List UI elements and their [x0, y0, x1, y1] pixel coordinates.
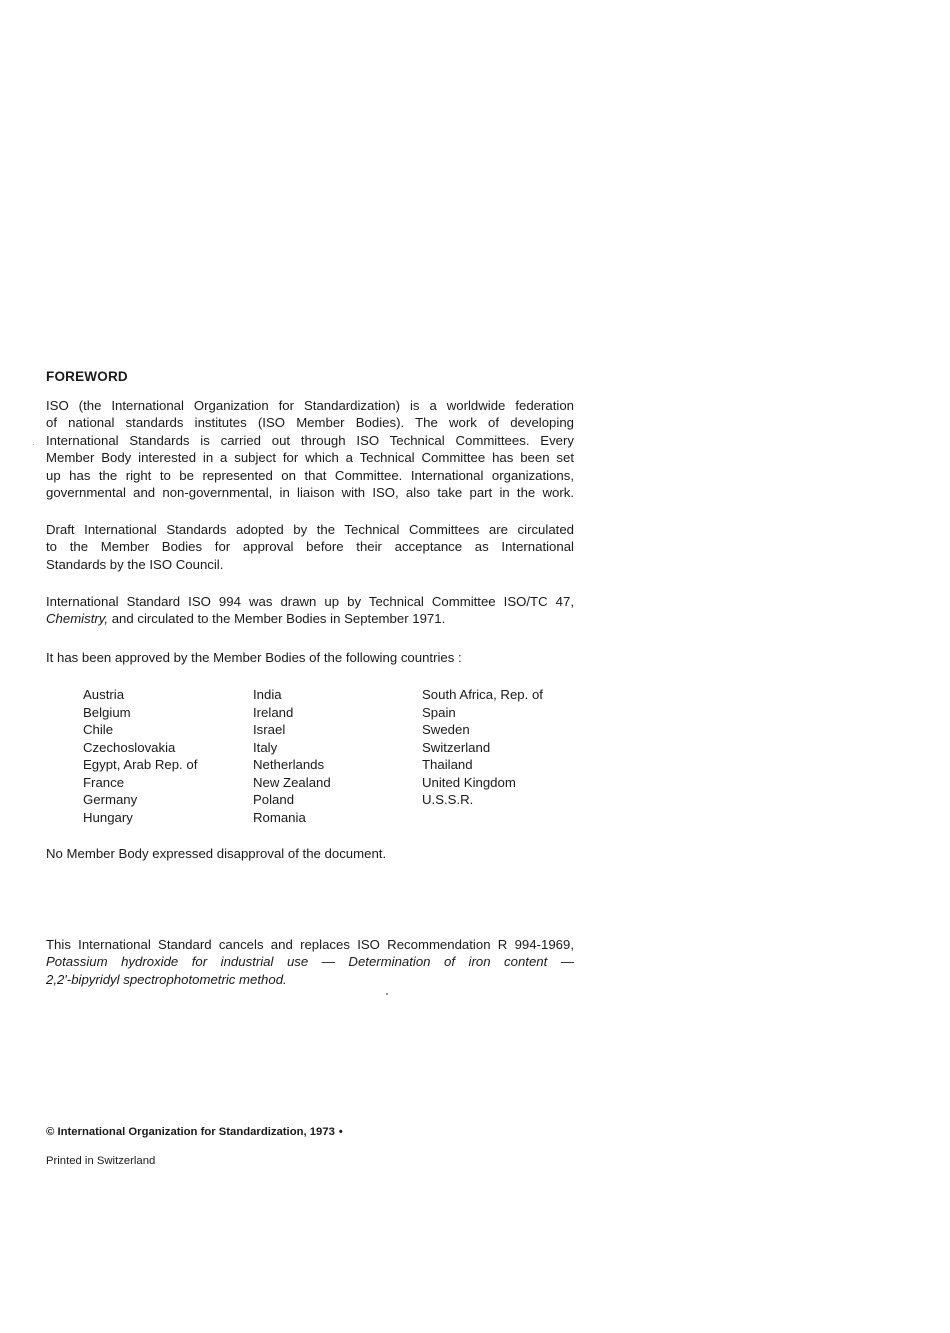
text-line: International Standard ISO 994 was drawn up by Technical Committee ISO/TC 47, [46, 594, 574, 609]
country-name: Israel [253, 722, 286, 737]
text-line: to the Member Bodies for approval before their acceptance as International [46, 539, 574, 555]
country-name: Italy [253, 739, 278, 755]
country-name: Chile [83, 722, 114, 737]
text-line: 2,2′-bipyridyl spectrophotometric method. [46, 971, 287, 987]
paragraph-iso-intro [46, 397, 574, 501]
bullet-mark: • [338, 1126, 343, 1138]
text-line: Potassium hydroxide for industrial use — Determination of iron content — [46, 954, 574, 970]
text-line: Member Body interested in a subject for which a Technical Committee has been set [46, 450, 574, 466]
country-column-1 [83, 686, 197, 826]
country-name: France [83, 774, 125, 790]
country-name: India [253, 687, 282, 702]
text-line: up has the right to be represented on that Committee. International organizations, [46, 467, 574, 483]
country-column-3 [422, 686, 543, 809]
country-name: Sweden [422, 722, 470, 737]
country-column-2 [253, 686, 331, 826]
printed-in-notice: Printed in Switzerland [46, 1155, 156, 1167]
paragraph-cancels-replaces [46, 936, 574, 988]
text-line: of national standards institutes (ISO Member Bodies). The work of developing [46, 415, 574, 431]
text-line: ISO (the International Organization for Standardization) is a worldwide federation [46, 398, 574, 413]
text-line: It has been approved by the Member Bodies of the following countries : [46, 650, 462, 665]
country-name: Netherlands [253, 757, 325, 772]
country-name: Switzerland [422, 739, 491, 755]
country-name: Egypt, Arab Rep. of [83, 757, 198, 772]
text-line: governmental and non-governmental, in liaison with ISO, also take part in the work. [46, 485, 574, 501]
text-line: This International Standard cancels and replaces ISO Recommendation R 994-1969, [46, 937, 574, 952]
copyright-text: © International Organization for Standardization, 1973 [46, 1126, 335, 1138]
country-name: Austria [83, 687, 125, 702]
text-line: Draft International Standards adopted by the Technical Committees are circulated [46, 522, 574, 537]
scan-speck [386, 993, 388, 995]
paragraph-approval [46, 649, 574, 666]
country-name: Belgium [83, 704, 131, 720]
text-line: International Standards is carried out through ISO Technical Committees. Every [46, 432, 574, 448]
country-name: United Kingdom [422, 774, 516, 790]
country-name: Romania [253, 809, 306, 825]
country-name: Hungary [83, 809, 133, 825]
country-name: Germany [83, 792, 138, 807]
country-name: Spain [422, 704, 456, 720]
country-name: South Africa, Rep. of [422, 687, 543, 702]
country-name: Thailand [422, 757, 473, 772]
paragraph-draft-standards [46, 521, 574, 573]
scan-speck [33, 444, 34, 445]
text-line: No Member Body expressed disapproval of the document. [46, 846, 387, 861]
country-name: U.S.S.R. [422, 792, 474, 807]
committee-name: Chemistry, [46, 611, 109, 627]
country-name: Ireland [253, 704, 294, 720]
text-line [46, 610, 574, 627]
paragraph-iso-994 [46, 593, 574, 628]
country-name: Czechoslovakia [83, 739, 176, 755]
foreword-heading: FOREWORD [46, 369, 128, 384]
country-name: New Zealand [253, 774, 331, 790]
copyright-notice [46, 1126, 343, 1138]
country-name: Poland [253, 792, 295, 807]
paragraph-no-disapproval [46, 845, 574, 862]
text-line: Standards by the ISO Council. [46, 556, 224, 572]
text-fragment: and circulated to the Member Bodies in September 1971. [108, 611, 446, 627]
